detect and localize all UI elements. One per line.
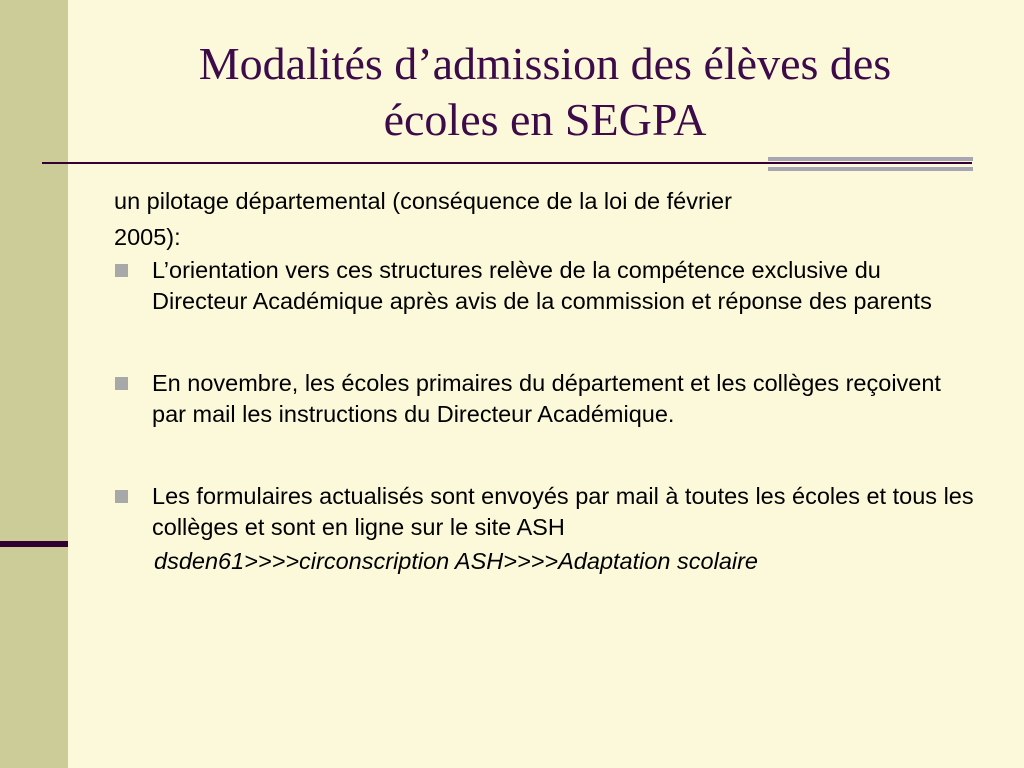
title-divider-accent bbox=[768, 157, 973, 171]
site-path-text: dsden61>>>>circonscription ASH>>>>Adaptation scolaire bbox=[154, 548, 759, 574]
slide-title-line-2: écoles en SEGPA bbox=[383, 94, 707, 145]
slide-title bbox=[100, 36, 990, 148]
bullet-text: Les formulaires actualisés sont envoyés par mail à toutes les écoles et tous les collèges et sont en ligne sur le site ASH bbox=[152, 483, 974, 540]
intro-line-2: 2005): bbox=[114, 224, 181, 250]
slide-title-line-1: Modalités d’admission des élèves des bbox=[198, 38, 892, 89]
bullet-item bbox=[114, 255, 974, 317]
square-bullet-icon bbox=[115, 264, 128, 277]
slide-body bbox=[114, 183, 974, 577]
square-bullet-icon bbox=[115, 377, 128, 390]
bullet-list bbox=[114, 255, 974, 543]
side-band bbox=[0, 0, 68, 768]
bullet-text: En novembre, les écoles primaires du département et les collèges reçoivent par mail les instructions du Directeur Académique. bbox=[152, 370, 941, 427]
square-bullet-icon bbox=[115, 490, 128, 503]
side-band-accent-line bbox=[0, 541, 68, 547]
intro-line-1: un pilotage départemental (conséquence de la loi de février bbox=[114, 188, 732, 214]
bullet-item bbox=[114, 481, 974, 543]
bullet-text: L’orientation vers ces structures relève de la compétence exclusive du Directeur Académique après avis de la commission et réponse des parents bbox=[152, 257, 932, 314]
intro-text bbox=[114, 183, 974, 255]
bullet-item bbox=[114, 368, 974, 430]
